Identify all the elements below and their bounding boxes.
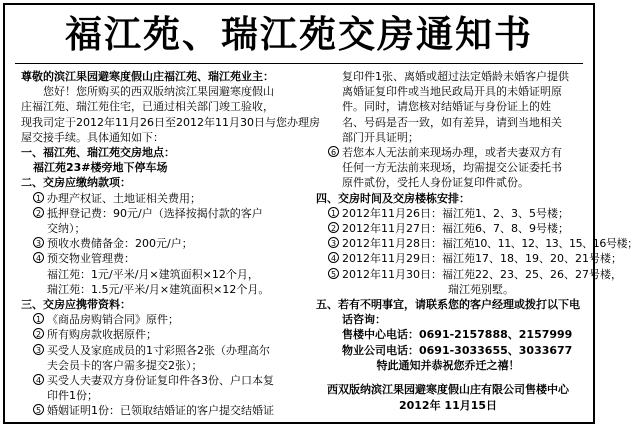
list-item: 4 预交物业管理费： — [21, 251, 297, 266]
notice-title: 福江苑、瑞江苑交房通知书 — [65, 12, 533, 56]
list-item-continuation: 名、号码是否一致，如有差异，请到当地相关 — [342, 115, 562, 129]
title-divider — [15, 63, 583, 64]
number-circle: 3 — [328, 237, 339, 248]
intro-line: 现我司定于2012年11月26日至2012年11月30日与您办理房 — [21, 115, 320, 129]
list-item-continuation: 部门开具证明； — [342, 130, 419, 144]
number-circle: 4 — [328, 252, 339, 263]
schedule-row — [316, 236, 638, 251]
schedule-row — [316, 221, 580, 236]
number-circle: 2 — [33, 328, 44, 339]
list-item: 4 买受人夫妻双方身份证复印件各3份、户口本复 — [21, 373, 297, 388]
intro-line: 您好！您所购买的西双版纳滨江果园避寒度假山 — [43, 85, 274, 99]
number-circle: 3 — [33, 344, 44, 355]
fee-line: 瑞江苑：1.5元/平米/月×建筑面积×12个月。 — [47, 282, 270, 296]
schedule-row — [316, 267, 622, 282]
number-circle: 1 — [33, 313, 44, 324]
number-circle: 2 — [328, 222, 339, 233]
section5-heading-continuation: 话咨询： — [342, 313, 386, 327]
schedule-date: 2012年11月27日： — [342, 222, 442, 236]
schedule-date: 2012年11月30日： — [342, 267, 442, 281]
schedule-buildings: 福江苑22、23、25、26、27号楼， — [442, 267, 622, 281]
intro-line: 屋交接手续。具体通知如下： — [21, 130, 164, 144]
intro-line: 庄福江苑、瑞江苑住宅，已通过相关部门竣工验收， — [21, 100, 274, 114]
schedule-buildings: 福江苑6、7、8、9号楼； — [442, 222, 569, 236]
list-item-continuation: 原件贰份，受托人身份证复印件贰份。 — [342, 176, 529, 190]
number-circle: 4 — [33, 374, 44, 385]
list-item-continuation: 任何一方无法前来现场，均需提交公证委托书 — [342, 161, 562, 175]
schedule-row — [316, 251, 622, 266]
number-circle: 2 — [33, 207, 44, 218]
schedule-continuation: 瑞江苑别墅。 — [448, 282, 514, 296]
signature-date: 2012年 11月15日 — [398, 399, 498, 412]
number-circle: 5 — [328, 268, 339, 279]
section4-heading: 四、交房时间及交房楼栋安排： — [316, 191, 470, 205]
list-item: 3 买受人及家庭成员的1寸彩照各2张（办理高尔 — [21, 343, 297, 358]
number-circle: 5 — [33, 404, 44, 415]
list-item: 3 预收水费储备金：200元/户； — [21, 236, 297, 251]
section1-heading: 一、福江苑、瑞江苑交房地点： — [21, 146, 175, 160]
list-item: 6 若您本人无法前来现场办理，或者夫妻双方有 — [316, 145, 580, 160]
schedule-date: 2012年11月29日： — [342, 252, 442, 266]
list-item-continuation: 印件1份； — [47, 389, 98, 403]
greeting: 尊敬的滨江果园避寒度假山庄福江苑、瑞江苑业主： — [21, 70, 274, 83]
notice-frame — [3, 3, 638, 424]
number-circle: 3 — [33, 237, 44, 248]
schedule-buildings: 福江苑17、18、19、20、21号楼； — [442, 252, 622, 266]
schedule-buildings: 福江苑1、2、3、5号楼； — [442, 206, 569, 220]
list-item: 2 抵押登记费：90元/户（选择按揭付款的客户 — [21, 206, 297, 221]
contact-phone: 0691-2157888、2157999 — [419, 328, 573, 342]
right-column — [316, 69, 638, 373]
section1-content: 福江苑23#楼旁地下停车场 — [33, 161, 168, 175]
signature-company: 西双版纳滨江果园避寒度假山庄有限公司售楼中心 — [327, 383, 569, 396]
section3-heading: 三、交房应携带资料： — [21, 298, 131, 312]
section2-heading: 二、交房应缴纳款项： — [21, 176, 131, 190]
contact-label: 售楼中心电话： — [342, 328, 419, 342]
number-circle: 1 — [33, 192, 44, 203]
list-item: 1 《商品房购销合同》原件； — [21, 312, 297, 327]
list-item-continuation: 离婚证复印件或当地民政局开具的未婚证明原 — [342, 85, 562, 99]
schedule-date: 2012年11月28日： — [342, 237, 442, 251]
contact-label: 物业公司电话： — [342, 343, 419, 357]
number-circle: 4 — [33, 252, 44, 263]
number-circle: 1 — [328, 207, 339, 218]
list-item: 2 所有购房款收据原件； — [21, 327, 297, 342]
left-column — [21, 69, 320, 419]
list-item: 5 婚姻证明1份：已领取结婚证的客户提交结婚证 — [21, 403, 297, 418]
schedule-date: 2012年11月26日： — [342, 206, 442, 220]
list-item-continuation: 件。同时，请您核对结婚证与身份证上的姓 — [342, 100, 551, 114]
schedule-row — [316, 206, 580, 221]
fee-line: 福江苑：1元/平米/月×建筑面积×12个月， — [47, 267, 259, 281]
list-item-continuation: 复印件1张、离婚或超过法定婚龄未婚客户提供 — [342, 70, 569, 83]
list-item-continuation: 交纳）； — [47, 222, 86, 236]
schedule-buildings: 福江苑10、11、12、13、15、16号楼； — [442, 237, 638, 251]
closing-line: 特此通知并恭祝您乔迁之禧！ — [376, 358, 520, 372]
list-item: 1 办理产权证、土地证相关费用； — [21, 191, 297, 206]
section5-heading: 五、若有不明事宜，请联系您的客户经理或拨打以下电 — [316, 298, 580, 312]
contact-phone: 0691-3033655、3033677 — [419, 343, 573, 357]
list-item-continuation: 夫会员卡的客户需多提交2张）； — [47, 358, 203, 372]
contact-row — [316, 327, 580, 342]
contact-row — [316, 343, 580, 358]
number-circle: 6 — [328, 146, 339, 157]
